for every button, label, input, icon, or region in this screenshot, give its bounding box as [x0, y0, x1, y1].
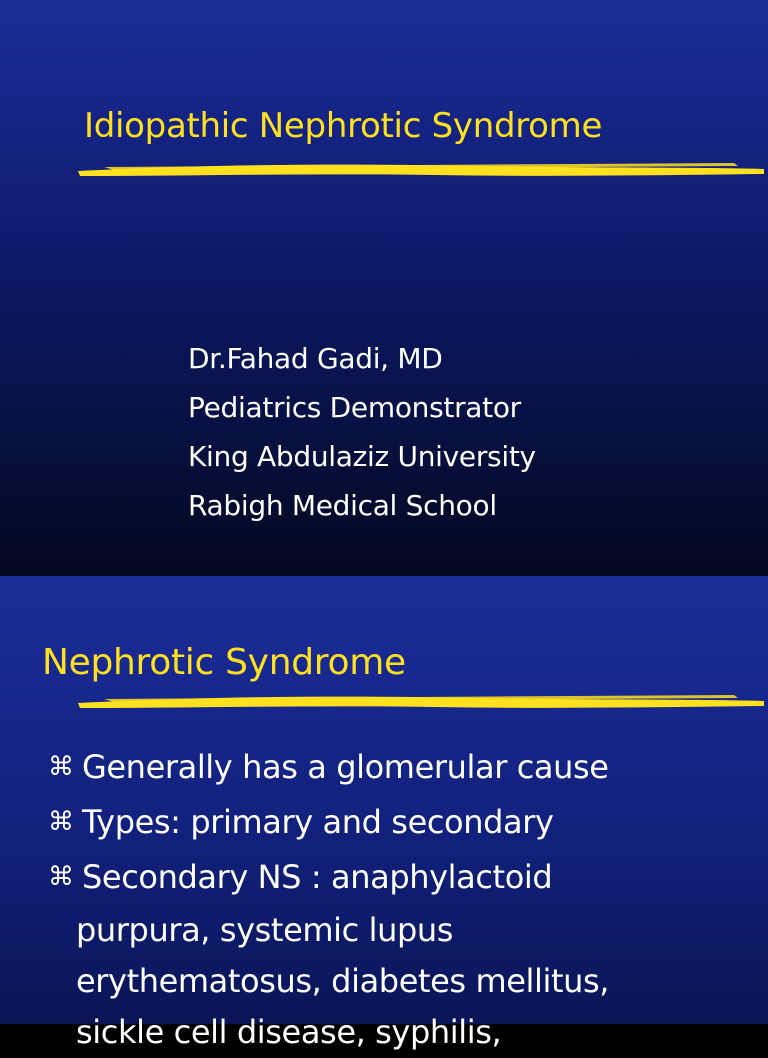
- author-school: Rabigh Medical School: [188, 489, 497, 522]
- list-item: [48, 740, 748, 795]
- bullet-text: Secondary NS : anaphylactoid: [82, 858, 553, 896]
- highlighter-underline: [74, 157, 768, 181]
- highlighter-underline: [74, 689, 768, 713]
- author-name: Dr.Fahad Gadi, MD: [188, 342, 443, 375]
- list-item: [48, 795, 748, 850]
- command-key-icon: ⌘: [48, 862, 74, 892]
- bullet-continuation: purpura, systemic lupus: [76, 911, 454, 949]
- bullet-text: Types: primary and secondary: [82, 803, 554, 841]
- bullet-text: Generally has a glomerular cause: [82, 748, 609, 786]
- author-university: King Abdulaziz University: [188, 440, 536, 473]
- bullet-continuation: sickle cell disease, syphilis,: [76, 1013, 502, 1051]
- author-block: [188, 334, 536, 530]
- author-position: Pediatrics Demonstrator: [188, 391, 521, 424]
- bullet-continuation: erythematosus, diabetes mellitus,: [76, 962, 610, 1000]
- command-key-icon: ⌘: [48, 807, 74, 837]
- command-key-icon: ⌘: [48, 752, 74, 782]
- list-item: [48, 850, 748, 1058]
- slide-title: Idiopathic Nephrotic Syndrome: [84, 106, 603, 146]
- slide-title: Nephrotic Syndrome: [42, 642, 406, 683]
- bullet-list: [48, 740, 748, 1058]
